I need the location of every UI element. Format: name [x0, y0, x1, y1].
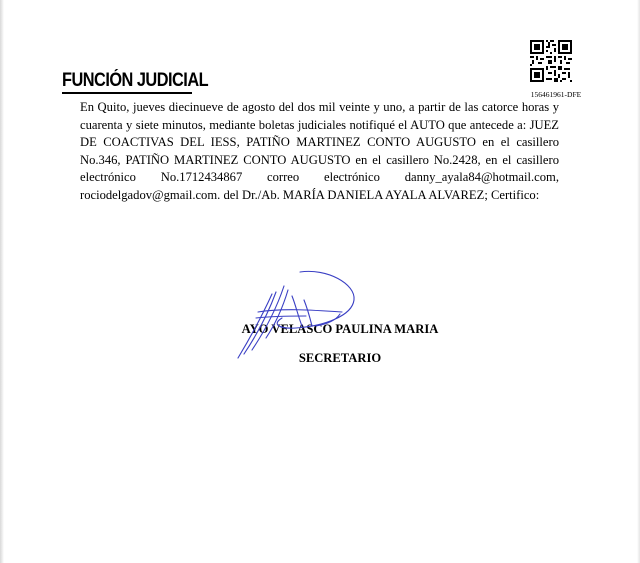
handwritten-signature: [232, 266, 372, 370]
page-left-edge: [0, 0, 4, 563]
qr-code-icon: [530, 40, 572, 82]
document-code: 156461961-DFE: [530, 90, 582, 99]
signer-role: SECRETARIO: [298, 351, 382, 365]
institution-title: FUNCIÓN JUDICIAL: [62, 70, 209, 91]
signer-name: AYO VELASCO PAULINA MARIA: [241, 322, 439, 336]
header-underline: [62, 92, 192, 94]
notification-paragraph: En Quito, jueves diecinueve de agosto del dos mil veinte y uno, a partir de las catorce horas y cuarenta y siete minutos, mediante boletas judiciales notifiqué el AUTO que antecede a: JUEZ DE COACTIVAS DEL IESS, PATIÑO MARTINEZ CONTO AUGUSTO en el casillero No.346, PATIÑO MARTINEZ CONTO AUGUSTO en el casillero No.2428, en el casillero electrónico No.1712434867 correo electrónico danny_ayala84@hotmail.com, rociodelgadov@gmail.com. del Dr./Ab. MARÍA DANIELA AYALA ALVAREZ; Certifico:: [80, 100, 559, 202]
document-header: [62, 70, 209, 94]
